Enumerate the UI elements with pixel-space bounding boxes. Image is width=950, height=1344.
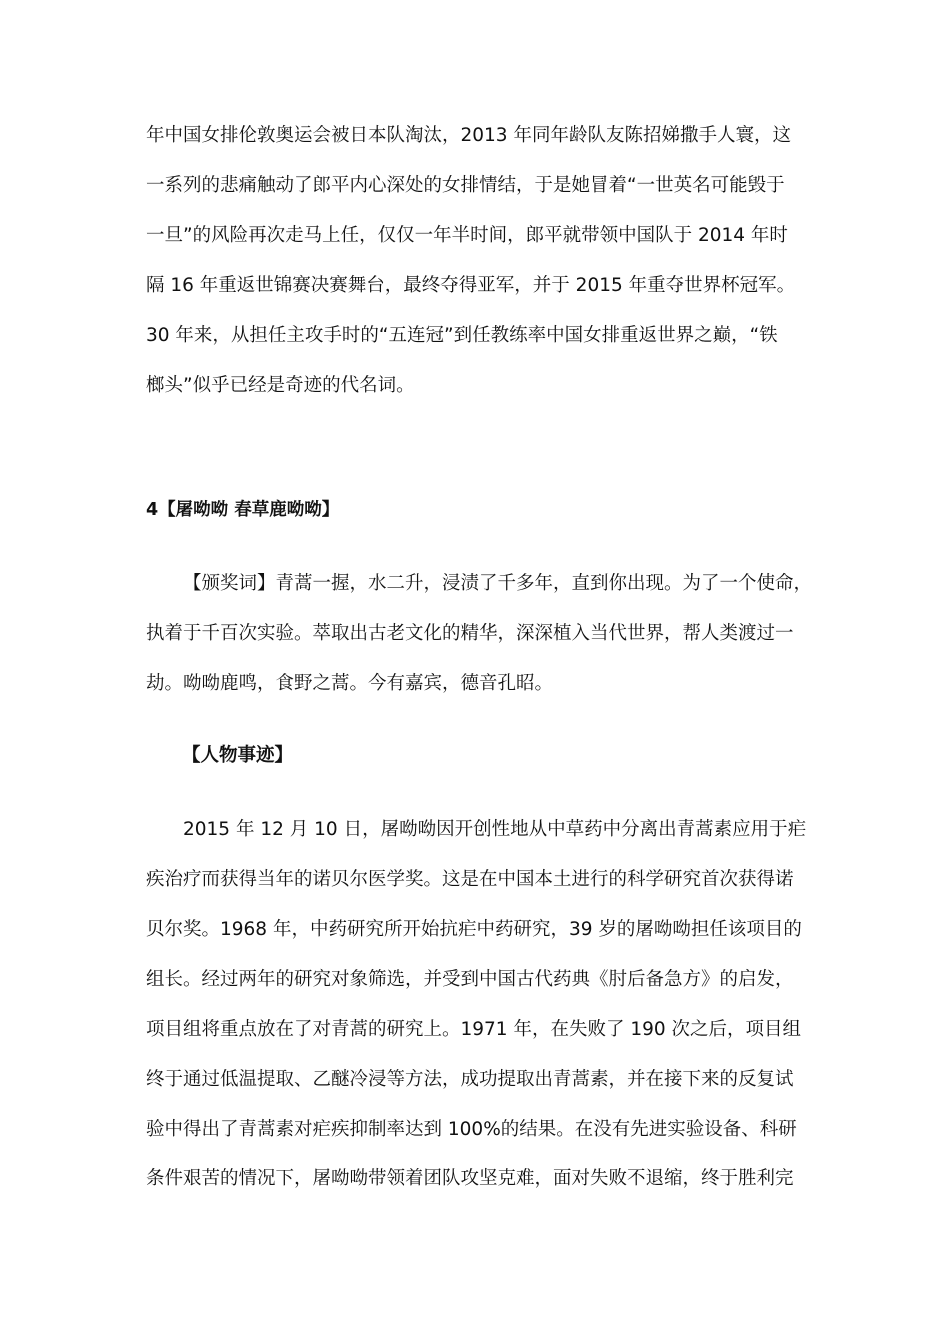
deeds-line: 疾治疗而获得当年的诺贝尔医学奖。这是在中国本土进行的科学研究首次获得诺 bbox=[146, 869, 794, 890]
deeds-line: 终于通过低温提取、乙醚冷浸等方法，成功提取出青蒿素，并在接下来的反复试 bbox=[146, 1069, 794, 1090]
deeds-line: 2015 年 12 月 10 日，屠呦呦因开创性地从中草药中分离出青蒿素应用于疟 bbox=[183, 819, 807, 840]
paragraph-line: 30 年来，从担任主攻手时的“五连冠”到任教练率中国女排重返世界之巅，“铁 bbox=[146, 325, 778, 346]
deeds-line: 验中得出了青蒿素对疟疾抑制率达到 100%的结果。在没有先进实验设备、科研 bbox=[146, 1119, 797, 1140]
deeds-line: 项目组将重点放在了对青蒿的研究上。1971 年，在失败了 190 次之后，项目组 bbox=[146, 1019, 802, 1040]
deeds-line: 组长。经过两年的研究对象筛选，并受到中国古代药典《肘后备急方》的启发， bbox=[146, 969, 794, 990]
award-line: 执着于千百次实验。萃取出古老文化的精华，深深植入当代世界，帮人类渡过一 bbox=[146, 623, 794, 644]
award-line: 【颁奖词】青蒿一握，水二升，浸渍了千多年，直到你出现。为了一个使命， bbox=[183, 573, 813, 594]
paragraph-line: 一系列的悲痛触动了郎平内心深处的女排情结，于是她冒着“一世英名可能毁于 bbox=[146, 175, 785, 196]
deeds-line: 贝尔奖。1968 年，中药研究所开始抗疟中药研究，39 岁的屠呦呦担任该项目的 bbox=[146, 919, 802, 940]
deeds-line: 条件艰苦的情况下，屠呦呦带领着团队攻坚克难，面对失败不退缩，终于胜利完 bbox=[146, 1168, 794, 1189]
deeds-heading: 【人物事迹】 bbox=[182, 745, 294, 766]
paragraph-line: 年中国女排伦敦奥运会被日本队淘汰，2013 年同年龄队友陈招娣撒手人寰，这 bbox=[146, 125, 791, 146]
section-heading: 4【屠呦呦 春草鹿呦呦】 bbox=[146, 500, 340, 520]
paragraph-line: 榔头”似乎已经是奇迹的代名词。 bbox=[146, 375, 415, 396]
paragraph-line: 一旦”的风险再次走马上任，仅仅一年半时间，郎平就带领中国队于 2014 年时 bbox=[146, 225, 788, 246]
award-line: 劫。呦呦鹿鸣，食野之蒿。今有嘉宾，德音孔昭。 bbox=[146, 673, 554, 694]
paragraph-line: 隔 16 年重返世锦赛决赛舞台，最终夺得亚军，并于 2015 年重夺世界杯冠军。 bbox=[146, 275, 796, 296]
